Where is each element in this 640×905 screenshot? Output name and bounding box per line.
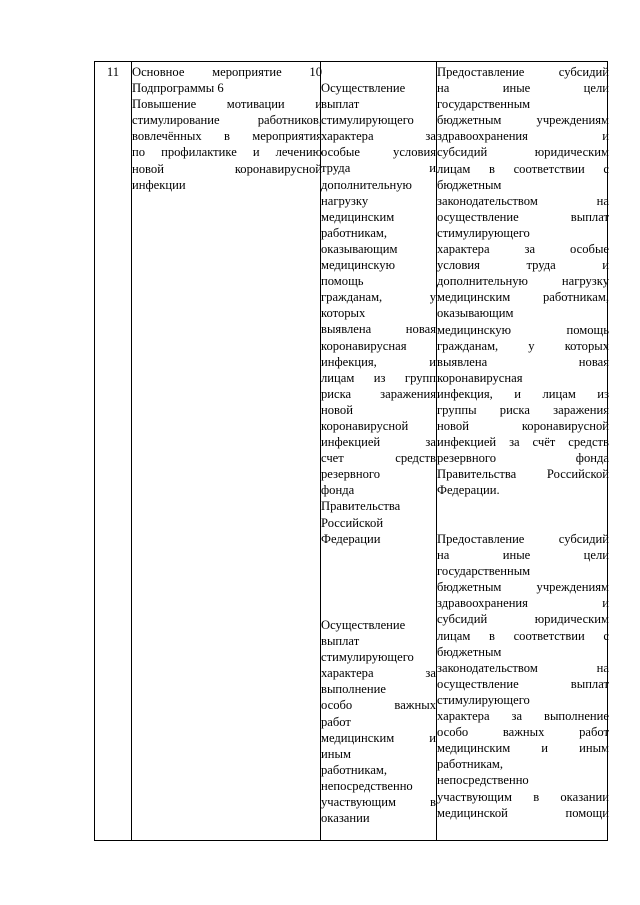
text-line: оказывающим bbox=[437, 306, 514, 321]
text-line: инфекция, и лицам из bbox=[437, 386, 609, 401]
text-line: медицинским работникам, bbox=[437, 290, 609, 305]
text-line: стимулирующего bbox=[321, 113, 414, 128]
text-line: осуществление выплат bbox=[437, 209, 609, 224]
text-line: работникам, bbox=[321, 225, 388, 240]
text-line: работникам, bbox=[437, 757, 504, 772]
text-line: лицам из групп bbox=[321, 370, 436, 385]
text-line: стимулирующего bbox=[321, 650, 414, 665]
text-line: иным bbox=[321, 746, 351, 761]
text-line: лицам в соответствии с bbox=[437, 628, 609, 643]
text-line: Повышение мотивации и bbox=[132, 97, 322, 112]
text-line: труда и bbox=[321, 161, 436, 176]
text-line: дополнительную bbox=[321, 177, 412, 192]
text-line: новой коронавирусной bbox=[437, 419, 609, 434]
text-line: особо важных bbox=[321, 698, 436, 713]
text-line: по профилактике и лечению bbox=[132, 145, 322, 160]
text-line: осуществление выплат bbox=[437, 676, 609, 691]
text-line: бюджетным bbox=[437, 177, 502, 192]
text-line: резервного фонда bbox=[437, 451, 609, 466]
text-line: оказании bbox=[321, 811, 370, 826]
text-line: законодательством на bbox=[437, 193, 609, 208]
text-line: медицинским bbox=[321, 209, 395, 224]
text-line: медицинским и иным bbox=[437, 741, 609, 756]
text-line: стимулирование работников, bbox=[132, 113, 322, 128]
mechanism-cell-top bbox=[437, 64, 609, 499]
text-line: характера за особые bbox=[437, 242, 609, 257]
text-line: группы риска заражения bbox=[437, 402, 609, 417]
text-line: инфекцией за bbox=[321, 435, 436, 450]
activities-table bbox=[94, 61, 608, 841]
text-line: инфекцией за счёт средств bbox=[437, 435, 609, 450]
text-line: помощь bbox=[321, 274, 364, 289]
text-line: новой коронавирусной bbox=[132, 161, 322, 176]
text-line: Федерации. bbox=[437, 483, 500, 498]
text-line: оказывающим bbox=[321, 241, 398, 256]
text-line: лицам в соответствии с bbox=[437, 161, 609, 176]
direction-cell-bottom bbox=[321, 617, 436, 826]
text-line: Осуществление bbox=[321, 81, 406, 95]
text-line: Осуществление bbox=[321, 618, 406, 632]
text-line: Предоставление субсидий bbox=[437, 65, 609, 79]
text-line: Российской bbox=[321, 515, 384, 530]
direction-cell-top bbox=[321, 80, 436, 547]
text-line: бюджетным учреждениям bbox=[437, 113, 609, 128]
text-line: стимулирующего bbox=[437, 692, 530, 707]
text-line: субсидий юридическим bbox=[437, 145, 609, 160]
text-line: работ bbox=[321, 714, 351, 729]
text-line: характера за выполнение bbox=[437, 709, 609, 724]
text-line: Основное мероприятие 10 bbox=[132, 65, 322, 79]
text-line: гражданам, у которых bbox=[437, 338, 609, 353]
text-line: коронавирусная bbox=[321, 338, 407, 353]
text-line: на иные цели bbox=[437, 81, 609, 96]
text-line: медицинскую помощь bbox=[437, 322, 609, 337]
text-line: характера за bbox=[321, 666, 436, 681]
text-line: счет средств bbox=[321, 451, 436, 466]
text-line: выявлена новая bbox=[321, 322, 436, 337]
text-line: гражданам, у bbox=[321, 290, 436, 305]
text-line: законодательством на bbox=[437, 660, 609, 675]
text-line: участвующим в bbox=[321, 795, 436, 810]
text-line: выплат bbox=[321, 634, 360, 649]
text-line: здравоохранения и bbox=[437, 129, 609, 144]
text-line: инфекция, и bbox=[321, 354, 436, 369]
mechanism-cell-bottom bbox=[437, 531, 609, 821]
text-line: характера за bbox=[321, 129, 436, 144]
text-line: выявлена новая bbox=[437, 354, 609, 369]
text-line: государственным bbox=[437, 564, 531, 579]
measure-name-cell bbox=[132, 64, 322, 193]
text-line: участвующим в оказании bbox=[437, 789, 609, 804]
text-line: непосредственно bbox=[321, 778, 413, 793]
text-line: коронавирусная bbox=[437, 370, 523, 385]
text-line: дополнительную нагрузку bbox=[437, 274, 609, 289]
text-line: коронавирусной bbox=[321, 418, 409, 433]
text-line: выплат bbox=[321, 97, 360, 112]
text-line: риска заражения bbox=[321, 386, 436, 401]
text-line: здравоохранения и bbox=[437, 596, 609, 611]
text-line: государственным bbox=[437, 97, 531, 112]
text-line: работникам, bbox=[321, 762, 388, 777]
text-line: медицинскую bbox=[321, 258, 395, 273]
text-line: выполнение bbox=[321, 682, 386, 697]
text-line: субсидий юридическим bbox=[437, 612, 609, 627]
text-line: особо важных работ bbox=[437, 725, 609, 740]
text-line: фонда bbox=[321, 483, 355, 498]
text-line: Правительства Российской bbox=[437, 467, 609, 482]
text-line: бюджетным учреждениям bbox=[437, 580, 609, 595]
text-line: Правительства bbox=[321, 499, 401, 514]
text-line: нагрузку bbox=[321, 193, 369, 208]
text-line: вовлечённых в мероприятия bbox=[132, 129, 322, 144]
text-line: условия труда и bbox=[437, 258, 609, 273]
text-line: Предоставление субсидий bbox=[437, 532, 609, 546]
row-number: 11 bbox=[106, 65, 120, 79]
text-line: особые условия bbox=[321, 145, 436, 160]
text-line: которых bbox=[321, 306, 366, 321]
text-line: стимулирующего bbox=[437, 225, 530, 240]
text-line: медицинским и bbox=[321, 730, 436, 745]
text-line: резервного bbox=[321, 467, 381, 482]
text-line: медицинской помощи bbox=[437, 805, 609, 820]
text-line: Федерации bbox=[321, 531, 381, 546]
text-line: непосредственно bbox=[437, 773, 529, 788]
text-line: инфекции bbox=[132, 177, 186, 192]
text-line: бюджетным bbox=[437, 644, 502, 659]
text-line: Подпрограммы 6 bbox=[132, 81, 224, 96]
text-line: новой bbox=[321, 402, 353, 417]
text-line: на иные цели bbox=[437, 548, 609, 563]
